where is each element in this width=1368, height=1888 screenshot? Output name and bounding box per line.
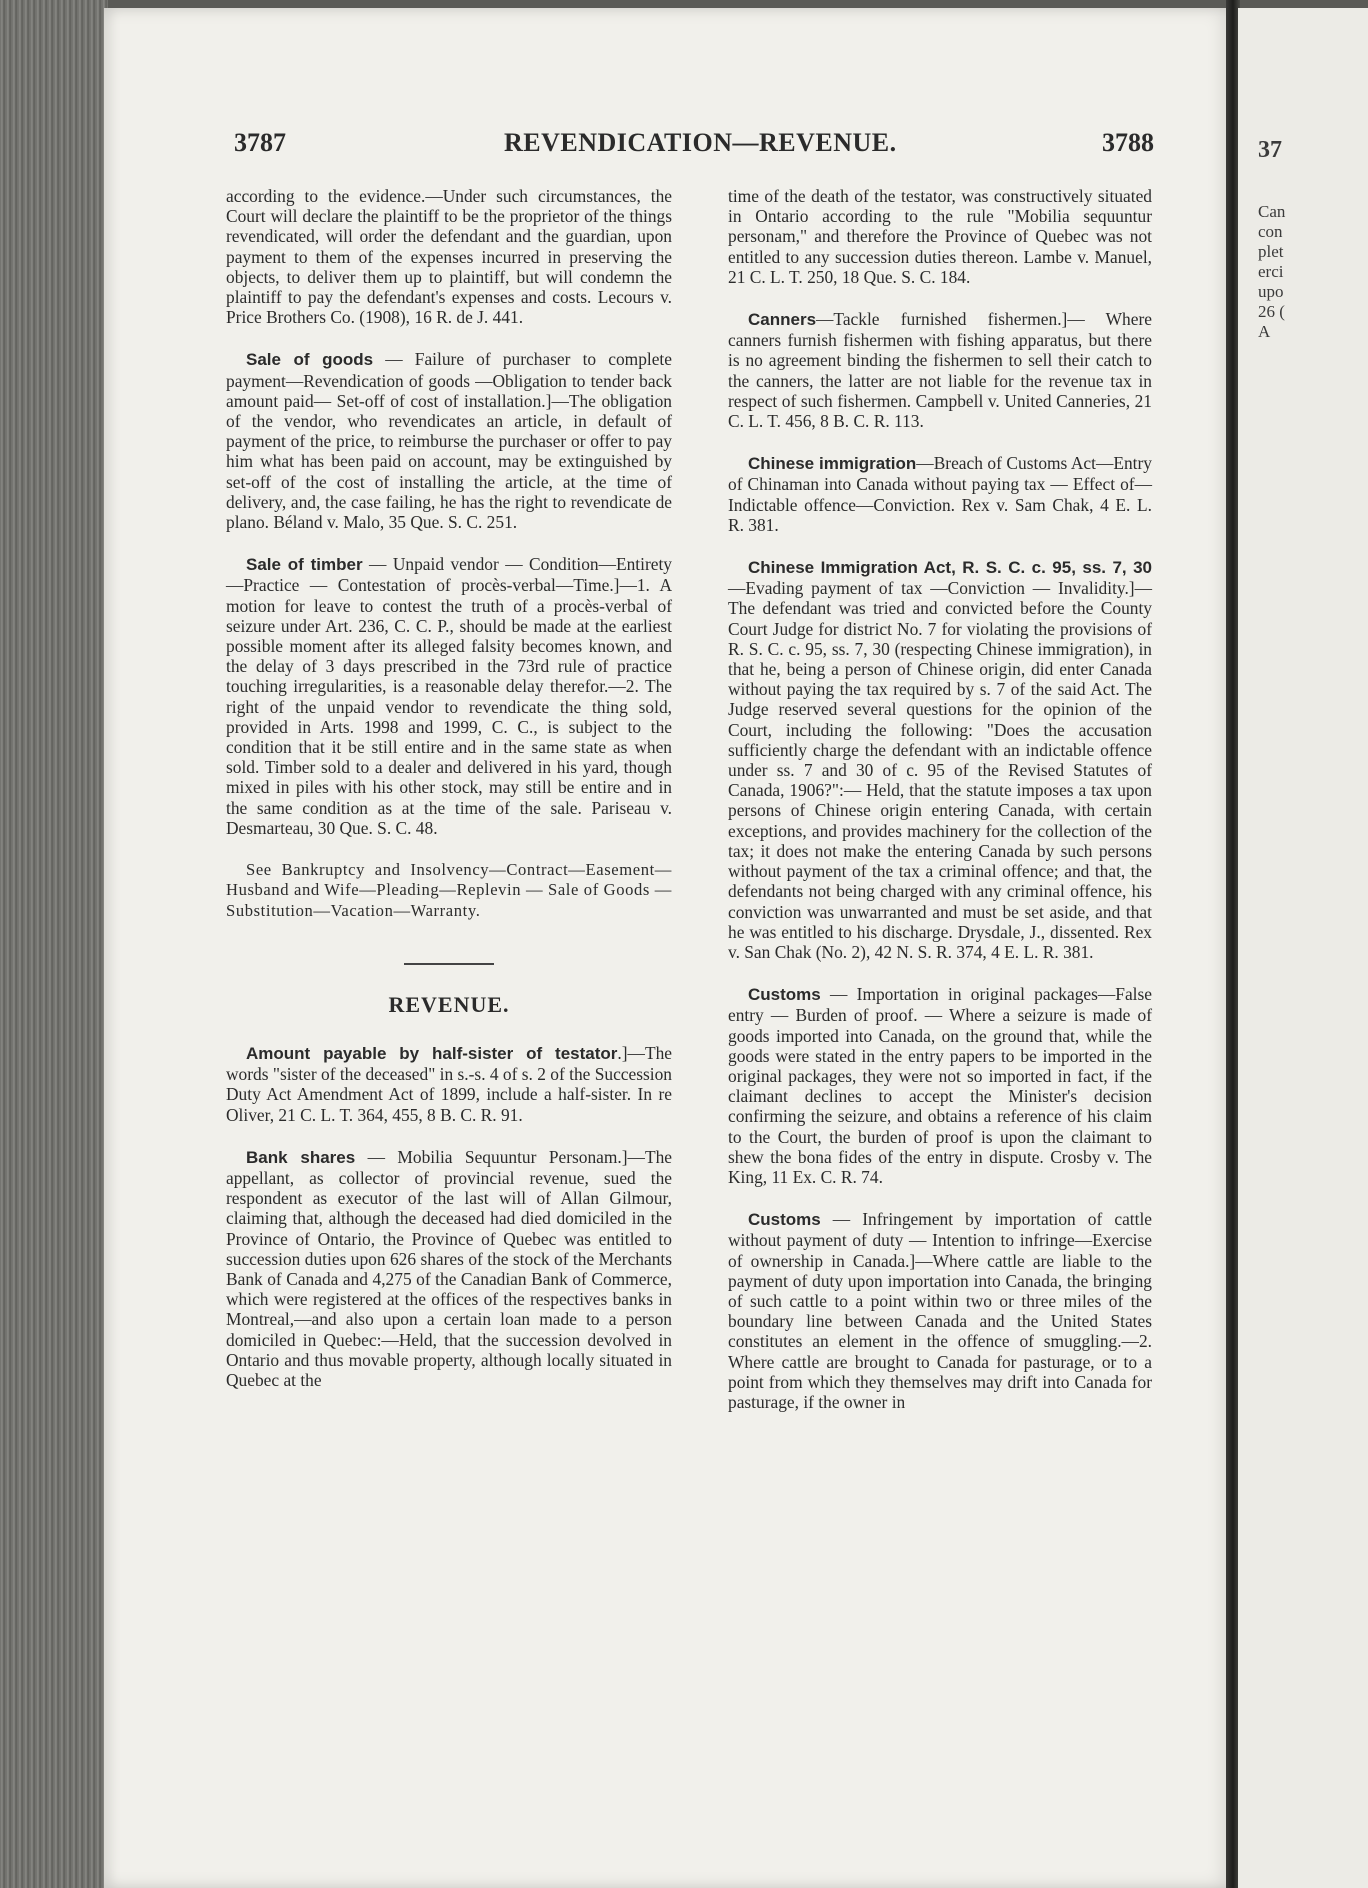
entry-heading: Bank shares bbox=[246, 1147, 356, 1167]
right-column bbox=[728, 186, 1152, 1434]
fragment-line: A bbox=[1258, 322, 1271, 341]
entry-heading: Chinese immigration bbox=[748, 454, 917, 474]
entry-chinese-immigration bbox=[728, 453, 1152, 535]
entry-heading: Canners bbox=[748, 310, 817, 330]
section-title: REVENUE. bbox=[388, 991, 510, 1017]
fragment-line: con bbox=[1258, 222, 1283, 241]
fragment-line: upo bbox=[1258, 282, 1284, 301]
paragraph-continuation: time of the death of the testator, was constructively situated in Ontario according to the rule "Mobilia sequuntur personam," and therefore the Province of Quebec was not entitled to any succession duties thereon. Lambe v. Manuel, 21 C. L. T. 250, 18 Que. S. C. 184. bbox=[728, 186, 1152, 287]
entry-chinese-immigration-act bbox=[728, 557, 1152, 962]
entry-body: — Mobilia Sequuntur Personam.]—The appellant, as collector of provincial revenue, sued the respondent as executor of the last will of Allan Gilmour, claiming that, although the deceased had died domiciled in the Province of Ontario, the Province of Quebec was entitled to succession duties upon 626 shares of the stock of the Merchants Bank of Canada and 4,275 of the Canadian Bank of Commerce, which were registered at the offices of the respectives banks in Montreal,—and also upon a certain loan made to a person domiciled in Quebec:—Held, that the succession devolved in Ontario and thus movable property, although locally situated in Quebec at the bbox=[226, 1146, 672, 1390]
entry-heading: Chinese Immigration Act, R. S. C. c. 95, ss. 7, 30 bbox=[748, 558, 1152, 578]
entry-body: — Failure of purchaser to complete payment—Revendication of goods —Obligation to tender back amount paid— Set-off of cost of installation.]—The obligation of the vendor, who revendicates an article, in default of payment of the price, to reimburse the purchaser or offer to pay him what has been paid on account, may be extinguished by set-off of the cost of installing the article, at the time of delivery, and, the case failing, he has the right to revendicate de plano. Béland v. Malo, 35 Que. S. C. 251. bbox=[226, 349, 672, 533]
adjacent-page-number: 37 bbox=[1258, 137, 1282, 163]
paragraph-continuation: according to the evidence.—Under such circumstances, the Court will declare the plaintiff to be the proprietor of the things revendicated, will order the defendant and the guardian, upon payment to them of the expenses incurred in preserving the objects, to deliver them up to plaintiff, but will condemn the plaintiff to pay the defendant's expenses and costs. Lecours v. Price Brothers Co. (1908), 16 R. de J. 441. bbox=[226, 186, 672, 328]
entry-body: — Importation in original packages—False entry — Burden of proof. — Where a seizure is made of goods imported into Canada, on the ground that, while the goods were stated in the entry papers to be imported in the original packages, they were not so imported in fact, if the claimant declines to accept the Minister's decision confirming the seizure, and obtains a reference of his claim to the Court, the burden of proof is upon the claimant to shew the bona fides of the entry in dispute. Crosby v. The King, 11 Ex. C. R. 74. bbox=[728, 984, 1152, 1187]
entry-heading: Amount payable by half-sister of testator bbox=[246, 1043, 618, 1063]
right-page-number: 3788 bbox=[1102, 128, 1154, 157]
entry-body: .]—The words "sister of the deceased" in s.-s. 4 of s. 2 of the Succession Duty Act Amendment Act of 1899, include a half-sister. In re Oliver, 21 C. L. T. 364, 455, 8 B. C. R. 91. bbox=[226, 1042, 672, 1125]
entry-body: — Infringement by importation of cattle without payment of duty — Intention to infringe—Exercise of ownership in Canada.]—Where cattle are liable to the payment of duty upon importation into Canada, the bringing of such cattle to a point within two or three miles of the boundary line between Canada and the United States constitutes an element in the offence of smuggling.—2. Where cattle are brought to Canada for pasturage, or to a point from which they themselves may drift into Canada for pasturage, if the owner in bbox=[728, 1209, 1152, 1412]
entry-half-sister bbox=[226, 1043, 672, 1125]
entry-customs-importation bbox=[728, 984, 1152, 1187]
entry-sale-of-timber bbox=[226, 554, 672, 838]
entry-sale-of-goods bbox=[226, 349, 672, 532]
entry-body: —Tackle furnished fishermen.]— Where canners furnish fishermen with fishing apparatus, but there is no agreement binding the fishermen to sell their catch to the canners, the latter are not liable for the revenue tax in respect of such fishermen. Campbell v. United Canneries, 21 C. L. T. 456, 8 B. C. R. 113. bbox=[728, 309, 1152, 432]
running-title: REVENDICATION—REVENUE. bbox=[504, 128, 897, 157]
entry-customs-infringement bbox=[728, 1209, 1152, 1412]
left-page-number: 3787 bbox=[234, 128, 286, 157]
fragment-line: Can bbox=[1258, 202, 1286, 221]
book-page-edges bbox=[0, 0, 108, 1888]
entry-bank-shares bbox=[226, 1147, 672, 1390]
fragment-line: erci bbox=[1258, 262, 1284, 281]
entry-body: — Unpaid vendor — Condition—Entirety—Practice — Contestation of procès-verbal—Time.]—1. A motion for leave to contest the truth of a procès-verbal of seizure under Art. 236, C. C. P., should be made at the earliest possible moment after its alleged falsity becomes known, and the delay of 3 days prescribed in the 73rd rule of practice touching irregularities, is a reasonable delay therefor.—2. The right of the unpaid vendor to revendicate the thing sold, provided in Arts. 1998 and 1999, C. C., is subject to the condition that it be still entire and in the same state as when sold. Timber sold to a dealer and delivered in his yard, though mixed in piles with his other stock, may still be entire and in the same condition as at the time of the sale. Pariseau v. Desmarteau, 30 Que. S. C. 48. bbox=[226, 554, 672, 838]
entry-canners bbox=[728, 309, 1152, 431]
fragment-line: 26 ( bbox=[1258, 302, 1285, 321]
page-header bbox=[234, 128, 1154, 168]
entry-heading: Sale of timber bbox=[246, 555, 363, 575]
see-also-reference: See Bankruptcy and Insolvency—Contract—Easement—Husband and Wife—Pleading—Replevin — Sale of Goods — Substitution—Vacation—Warranty. bbox=[226, 860, 672, 920]
entry-heading: Sale of goods bbox=[246, 350, 374, 370]
fragment-line: plet bbox=[1258, 242, 1284, 261]
entry-body: —Evading payment of tax —Conviction — Invalidity.]—The defendant was tried and convicted before the County Court Judge for district No. 7 for violating the provisions of R. S. C. c. 95, ss. 7, 30 (respecting Chinese immigration), in that he, being a person of Chinese origin, did enter Canada without paying the tax required by s. 7 of the said Act. The Judge reserved several questions for the opinion of the Court, including the following: "Does the accusation sufficiently charge the defendant with an indictable offence under ss. 7 and 30 of c. 95 of the Revised Statutes of Canada, 1906?":— Held, that the statute imposes a tax upon persons of Chinese origin entering Canada, with certain exceptions, and provides machinery for the collection of the tax; it does not make the entering Canada by such persons without payment of the tax a criminal offence; and that, the defendants not being charged with any criminal offence, his conviction was unwarranted and must be set aside, and that he was entitled to his discharge. Drysdale, J., dissented. Rex v. San Chak (No. 2), 42 N. S. R. 374, 4 E. L. R. 381. bbox=[728, 578, 1152, 962]
left-column bbox=[226, 186, 672, 1412]
section-divider bbox=[404, 963, 494, 965]
entry-body: —Breach of Customs Act—Entry of Chinaman into Canada without paying tax — Effect of—Indictable offence—Conviction. Rex v. Sam Chak, 4 E. L. R. 381. bbox=[728, 453, 1152, 535]
entry-heading: Customs bbox=[748, 1210, 821, 1230]
adjacent-page-fragment bbox=[1238, 8, 1368, 1888]
entry-heading: Customs bbox=[748, 985, 821, 1005]
